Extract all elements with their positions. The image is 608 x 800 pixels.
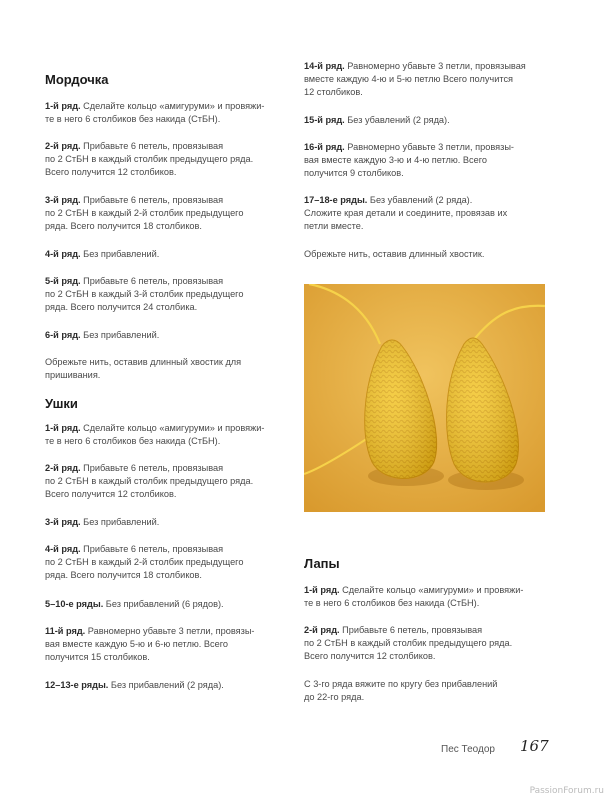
row-text: Без прибавлений. — [80, 517, 160, 527]
muzzle-row-4 — [45, 248, 285, 261]
row-label: 3-й ряд. — [45, 517, 81, 527]
row-text: Прибавьте 6 петель, провязывая по 2 СтБН в каждый 3-й столбик предыдущего ряда. Всего получится 24 столбика. — [45, 276, 244, 312]
row-label: 2-й ряд. — [45, 463, 81, 473]
row-label: 6-й ряд. — [45, 330, 81, 340]
muzzle-row-1 — [45, 100, 285, 126]
row-label: 17–18-е ряды. — [304, 195, 368, 205]
row-text: Без прибавлений. — [80, 330, 160, 340]
row-label: 2-й ряд. — [45, 141, 81, 151]
crochet-ears-image — [304, 284, 545, 512]
muzzle-row-3 — [45, 194, 285, 233]
row-text: Прибавьте 6 петель, провязывая по 2 СтБН в каждый 2-й столбик предыдущего ряда. Всего получится 18 столбиков. — [45, 195, 244, 231]
row-text: Сделайте кольцо «амигуруми» и провяжи- те в него 6 столбиков без накида (СтБН). — [45, 101, 265, 124]
row-text: Сделайте кольцо «амигуруми» и провяжи- те в него 6 столбиков без накида (СтБН). — [45, 423, 265, 446]
ears-row-5 — [45, 598, 285, 611]
row-text: Равномерно убавьте 3 петли, провязывая вместе каждую 4-ю и 5-ю петлю Всего получится 12 столбиков. — [304, 61, 526, 97]
row-text: Без прибавлений. — [80, 249, 160, 259]
muzzle-note: Обрежьте нить, оставив длинный хвостик для пришивания. — [45, 357, 242, 380]
ears-row-2 — [45, 462, 285, 501]
row-label: 15-й ряд. — [304, 115, 345, 125]
row-text: Равномерно убавьте 3 петли, провязы- вая вместе каждую 3-ю и 4-ю петлю. Всего получится 9 столбиков. — [304, 142, 514, 178]
muzzle-row-5 — [45, 275, 285, 314]
row-text: Без прибавлений (6 рядов). — [103, 599, 224, 609]
ears-row-16 — [304, 141, 554, 180]
row-label: 1-й ряд. — [45, 101, 81, 111]
ears-row-17-18 — [304, 194, 554, 233]
row-label: 4-й ряд. — [45, 249, 81, 259]
row-label: 1-й ряд. — [45, 423, 81, 433]
row-label: 4-й ряд. — [45, 544, 81, 554]
row-label: 16-й ряд. — [304, 142, 345, 152]
footer-book-title: Пес Теодор — [441, 744, 495, 755]
row-label: 1-й ряд. — [304, 585, 340, 595]
ears-row-15 — [304, 114, 554, 127]
row-text: Прибавьте 6 петель, провязывая по 2 СтБН в каждый столбик предыдущего ряда. Всего получится 12 столбиков. — [45, 463, 254, 499]
ears-row-14 — [304, 60, 554, 99]
paws-row-2 — [304, 624, 554, 663]
paws-heading: Лапы — [304, 556, 340, 571]
row-label: 3-й ряд. — [45, 195, 81, 205]
row-text: Прибавьте 6 петель, провязывая по 2 СтБН в каждый 2-й столбик предыдущего ряда. Всего получится 18 столбиков. — [45, 544, 244, 580]
paws-note: С 3-го ряда вяжите по кругу без прибавлений до 22-го ряда. — [304, 679, 498, 702]
row-text: Без прибавлений (2 ряда). — [108, 680, 224, 690]
ears-row-4 — [45, 543, 285, 582]
ears-heading: Ушки — [45, 396, 78, 411]
row-label: 5-й ряд. — [45, 276, 81, 286]
row-text: Равномерно убавьте 3 петли, провязы- вая вместе каждую 5-ю и 6-ю петлю. Всего получится 15 столбиков. — [45, 626, 255, 662]
paws-row-1 — [304, 584, 554, 610]
muzzle-heading: Мордочка — [45, 72, 109, 87]
row-label: 5–10-е ряды. — [45, 599, 104, 609]
muzzle-row-2 — [45, 140, 285, 179]
ears-row-1 — [45, 422, 285, 448]
row-label: 2-й ряд. — [304, 625, 340, 635]
ears-row-6 — [45, 625, 285, 664]
row-text: Сделайте кольцо «амигуруми» и провяжи- те в него 6 столбиков без накида (СтБН). — [304, 585, 524, 608]
row-label: 11-й ряд. — [45, 626, 86, 636]
row-text: Прибавьте 6 петель, провязывая по 2 СтБН в каждый столбик предыдущего ряда. Всего получится 12 столбиков. — [304, 625, 513, 661]
watermark: PassionForum.ru — [529, 786, 604, 796]
row-text: Без убавлений (2 ряда). Сложите края детали и соедините, провязав их петли вместе. — [304, 195, 508, 231]
row-text: Без убавлений (2 ряда). — [344, 115, 450, 125]
row-text: Прибавьте 6 петель, провязывая по 2 СтБН в каждый столбик предыдущего ряда. Всего получится 12 столбиков. — [45, 141, 254, 177]
ears-row-7 — [45, 679, 285, 692]
row-label: 12–13-е ряды. — [45, 680, 109, 690]
muzzle-row-6 — [45, 329, 285, 342]
ears-photo — [304, 284, 545, 512]
row-label: 14-й ряд. — [304, 61, 345, 71]
ears-row-3 — [45, 516, 285, 529]
ears-note: Обрежьте нить, оставив длинный хвостик. — [304, 249, 485, 259]
page-number: 167 — [520, 737, 549, 755]
